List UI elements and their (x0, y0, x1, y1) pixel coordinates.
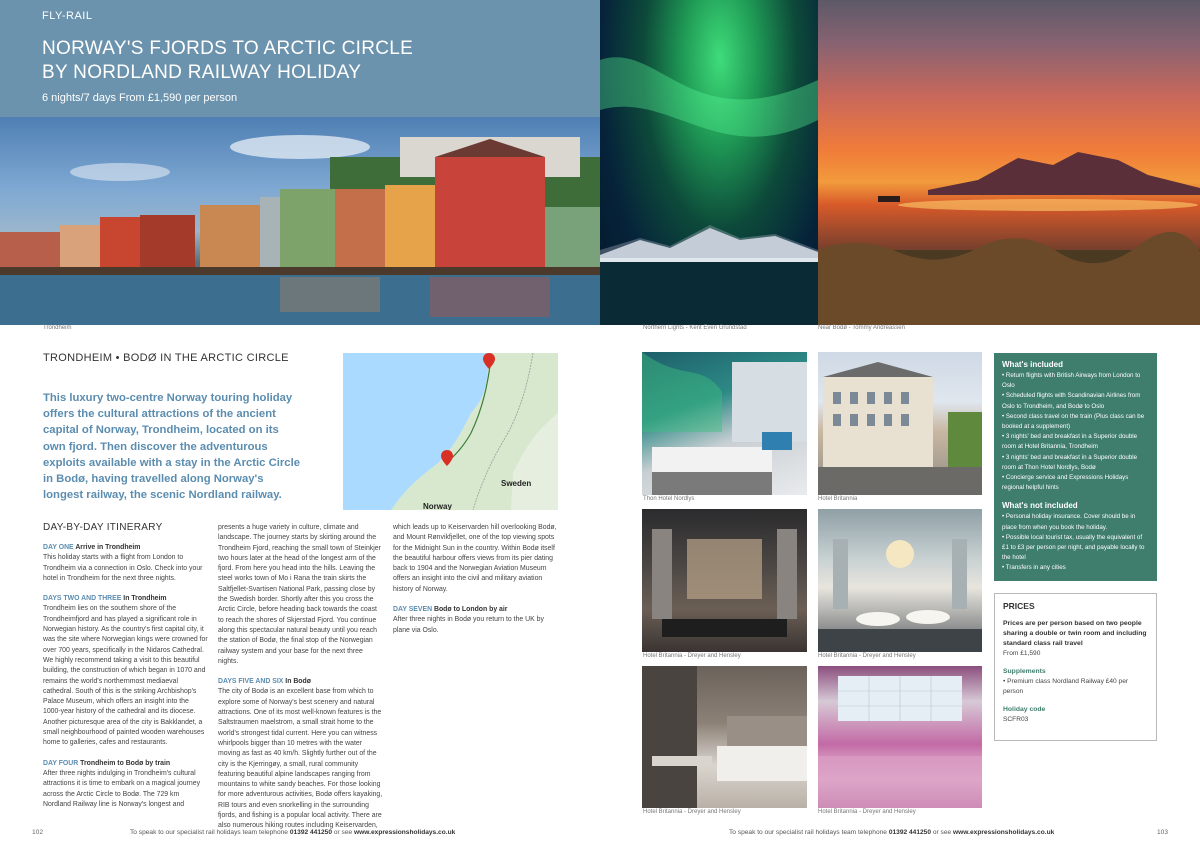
day-four (43, 759, 208, 810)
day-label: DAY FOUR (43, 759, 79, 767)
caption-hotel-britannia-bedroom: Hotel Britannia - Dreyer and Hensley (643, 809, 741, 815)
holiday-code: SCFR03 (1003, 716, 1029, 723)
map-label-sweden: Sweden (501, 479, 532, 488)
holiday-duration-price: 6 nights/7 days From £1,590 per person (42, 92, 238, 104)
day-title: In Bodø (285, 678, 311, 686)
caption-hotel-britannia-ballroom: Hotel Britannia - Dreyer and Hensley (818, 809, 916, 815)
day-title: Bodø to London by air (434, 606, 508, 614)
footer-phone[interactable]: 01392 441250 (289, 829, 332, 836)
prices-heading: PRICES (1003, 601, 1035, 611)
trondheim-scene (0, 117, 600, 325)
caption-northern-lights: Northern Lights - Kent Even Grundstad (643, 325, 747, 331)
included-item: • Concierge service and Expressions Holidays regional helpful hints (1002, 473, 1150, 493)
thon-hotel-nordlys-photo (642, 352, 807, 495)
price-from: From £1,590 (1003, 650, 1041, 657)
map-label-norway: Norway (423, 502, 452, 510)
hotel-room-scene (642, 352, 807, 495)
supplement-item: Premium class Nordland Railway £40 per person (1003, 678, 1129, 695)
trondheim-photo (0, 117, 600, 325)
page-title-line-1: NORWAY'S FJORDS TO ARCTIC CIRCLE (42, 38, 414, 59)
supplements-label: Supplements (1003, 668, 1046, 675)
caption-hotel-britannia-bar: Hotel Britannia - Dreyer and Hensley (643, 653, 741, 659)
included-box (994, 353, 1157, 581)
day-title: Trondheim to Bodø by train (80, 759, 171, 767)
brand-tag: FLY-RAIL (42, 10, 93, 22)
footer-right: To speak to our specialist rail holidays team telephone 01392 441250 or see www.expressionsholidays.co.uk (729, 829, 1055, 836)
day-text: This holiday starts with a flight from London to Trondheim via a connection in Oslo. Check into your hotel in Trondheim for the next three nights. (43, 554, 203, 582)
footer-left: To speak to our specialist rail holidays team telephone 01392 441250 or see www.expressionsholidays.co.uk (130, 829, 456, 836)
hotel-bedroom-scene (642, 666, 807, 808)
included-item: • 3 nights' bed and breakfast in a Superior double room at Thon Hotel Nordlys, Bodø (1002, 453, 1150, 473)
bodo-sunset-scene (818, 0, 1200, 325)
section-heading: TRONDHEIM • BODØ IN THE ARCTIC CIRCLE (43, 352, 289, 364)
days-five-six (218, 677, 383, 831)
hotel-exterior-scene (818, 352, 982, 495)
hotel-ballroom-scene (818, 666, 982, 808)
itinerary-column-1 (43, 543, 208, 820)
bodo-sunset-photo (818, 0, 1200, 325)
footer-website-link[interactable]: www.expressionsholidays.co.uk (354, 829, 456, 836)
caption-hotel-britannia-restaurant: Hotel Britannia - Dreyer and Hensley (818, 653, 916, 659)
day-label: DAY SEVEN (393, 606, 433, 614)
not-included-item: • Transfers in any cities (1002, 563, 1150, 573)
day-one (43, 543, 208, 584)
included-item: • Second class travel on the train (Plus class can be booked at a supplement) (1002, 412, 1150, 432)
holiday-code-label: Holiday code (1003, 706, 1046, 713)
hotel-britannia-bar-photo (642, 509, 807, 652)
itinerary-column-3 (393, 523, 558, 646)
days-two-three (43, 594, 208, 748)
included-list (1002, 371, 1150, 493)
page-number-left: 102 (32, 829, 44, 836)
day-label: DAYS FIVE AND SIX (218, 678, 284, 686)
day-text: After three nights in Bodø you return to the UK by plane via Oslo. (393, 616, 544, 634)
included-item: • Scheduled flights with Scandinavian Airlines from Oslo to Trondheim, and Bodø to Oslo (1002, 391, 1150, 411)
day-title: In Trondheim (123, 595, 167, 603)
included-item: • 3 nights' bed and breakfast in a Superior double room at Hotel Britannia, Trondheim (1002, 432, 1150, 452)
itinerary-column-2 (218, 523, 383, 842)
day-title: Arrive in Trondheim (75, 544, 141, 551)
not-included-heading: What's not included (1002, 501, 1078, 511)
day-text: The city of Bodø is an excellent base from which to explore some of Norway's best scenery and natural attractions. One of its most well-known features is the Saltstraumen maelstrom, a small strait home to the world's strongest tidal current. Here you can witness whirlpools bigger than 10 metres with the water moving as fast as 40 km/h. Slightly further out of the city is the Kjerringøy, a small, rural community featuring beautiful alpine landscapes ranging from mountains to white sandy beaches. For those looking for more adventurous activities, Bodø offers kayaking, RIB tours and even snorkelling in the surrounding fjords, and fishing is a popular local activity. There are also numerous hiking routes including Keiservarden, (218, 688, 383, 830)
day-seven (393, 605, 558, 636)
footer-phone[interactable]: 01392 441250 (888, 829, 931, 836)
hotel-britannia-bedroom-photo (642, 666, 807, 808)
hotel-britannia-exterior-photo (818, 352, 982, 495)
prices-box: PRICES Prices are per person based on two people sharing a double or twin room and including standard class rail travel From £1,590 Supplements • Premium class Nordland Railway £40 per person Holiday code SCFR03 (994, 593, 1157, 741)
hotel-britannia-restaurant-photo (818, 509, 982, 652)
day-four-continued (218, 523, 383, 667)
intro-paragraph: This luxury two-centre Norway touring holiday offers the cultural attractions of the ancient capital of Norway, Trondheim, located on its own fjord. Then discover the adventurous exploits available with a stay in the Arctic Circle in Bodø, having travelled along Norway's longest railway, the scenic Nordland railway. (43, 392, 300, 502)
included-heading: What's included (1002, 360, 1064, 369)
day-text: presents a huge variety in culture, climate and landscape. The journey starts by skirting around the Trondheim Fjord, reaching the small town of Steinkjer two hours later at the head of the longest arm of the fjord. From here you head into the hills. Leaving the steel works town of Mo i Rana the train skirts the Saltfjellet-Svartisen National Park, passing close by the Swedish border. Shortly after this you cross the Arctic Circle, before heading back towards the coast to reach the shores of Skjerstad Fjord. You continue along this spectacular natural beauty until you reach the station of Bodø, the final stop of the Norwegian railway system and your base for the next three nights. (218, 524, 381, 665)
page-number-right: 103 (1157, 829, 1169, 836)
included-item: • Return flights with British Airways from London to Oslo (1002, 371, 1150, 391)
not-included-list (1002, 512, 1150, 573)
northern-lights-photo (600, 0, 818, 325)
page-title-line-2: BY NORDLAND RAILWAY HOLIDAY (42, 62, 362, 83)
caption-hotel-britannia: Hotel Britannia (818, 496, 858, 502)
caption-thon-hotel: Thon Hotel Nordlys (643, 496, 695, 502)
not-included-item: • Possible local tourist tax, usually the equivalent of £1 to £3 per person per night, and payable locally to the hotel (1002, 533, 1150, 564)
days-five-six-continued (393, 523, 558, 595)
caption-trondheim: Trondheim (43, 325, 72, 331)
footer-website-link[interactable]: www.expressionsholidays.co.uk (953, 829, 1055, 836)
price-basis: Prices are per person based on two people sharing a double or twin room and including standard class rail travel (1003, 620, 1147, 647)
not-included-item: • Personal holiday insurance. Cover should be in place from when you book the holiday. (1002, 512, 1150, 532)
hotel-bar-scene (642, 509, 807, 652)
caption-near-bodo: Near Bodø - Tommy Andreassen (818, 325, 905, 331)
day-label: DAYS TWO AND THREE (43, 595, 122, 603)
day-label: DAY ONE (43, 544, 74, 551)
hotel-britannia-ballroom-photo (818, 666, 982, 808)
day-text: After three nights indulging in Trondheim's cultural attractions it is time to embark on a magical journey across the Arctic Circle to Bodø. The 729 km Nordland Railway line is Norway's longest and (43, 769, 201, 808)
day-text: Trondheim lies on the southern shore of the Trondheimfjord and has played a significant role in Norwegian history. As the country's first capital city, it was the site where Norwegian kings were crowned for over 700 years, specifically in the Nidaros Cathedral. We highly recommend taking a visit to this beautiful building, the construction of which began in 1070 and remains the world's northernmost mediaeval cathedral. South of this is the striking Archbishop's Palace Museum, which offers an insight into the 1000-year history of the cathedral and its diocese. Another picturesque area of the city is Bakklandet, a small neighbourhood of painted wooden warehouses home to galleries, cafes and restaurants. (43, 605, 208, 747)
hotel-restaurant-scene (818, 509, 982, 652)
route-map[interactable] (343, 353, 558, 510)
northern-lights-scene (600, 0, 818, 325)
day-text: which leads up to Keiservarden hill overlooking Bodø, and Mount Rønvikfjellet, one of the top viewing spots for the Midnight Sun in the country. Within Bodø itself the beautiful harbour offers views from its pier dating back to 1904 and the Norwegian Aviation Museum offers an insight into the civil and military aviation history of Norway. (393, 524, 557, 593)
itinerary-heading: DAY-BY-DAY ITINERARY (43, 522, 163, 533)
